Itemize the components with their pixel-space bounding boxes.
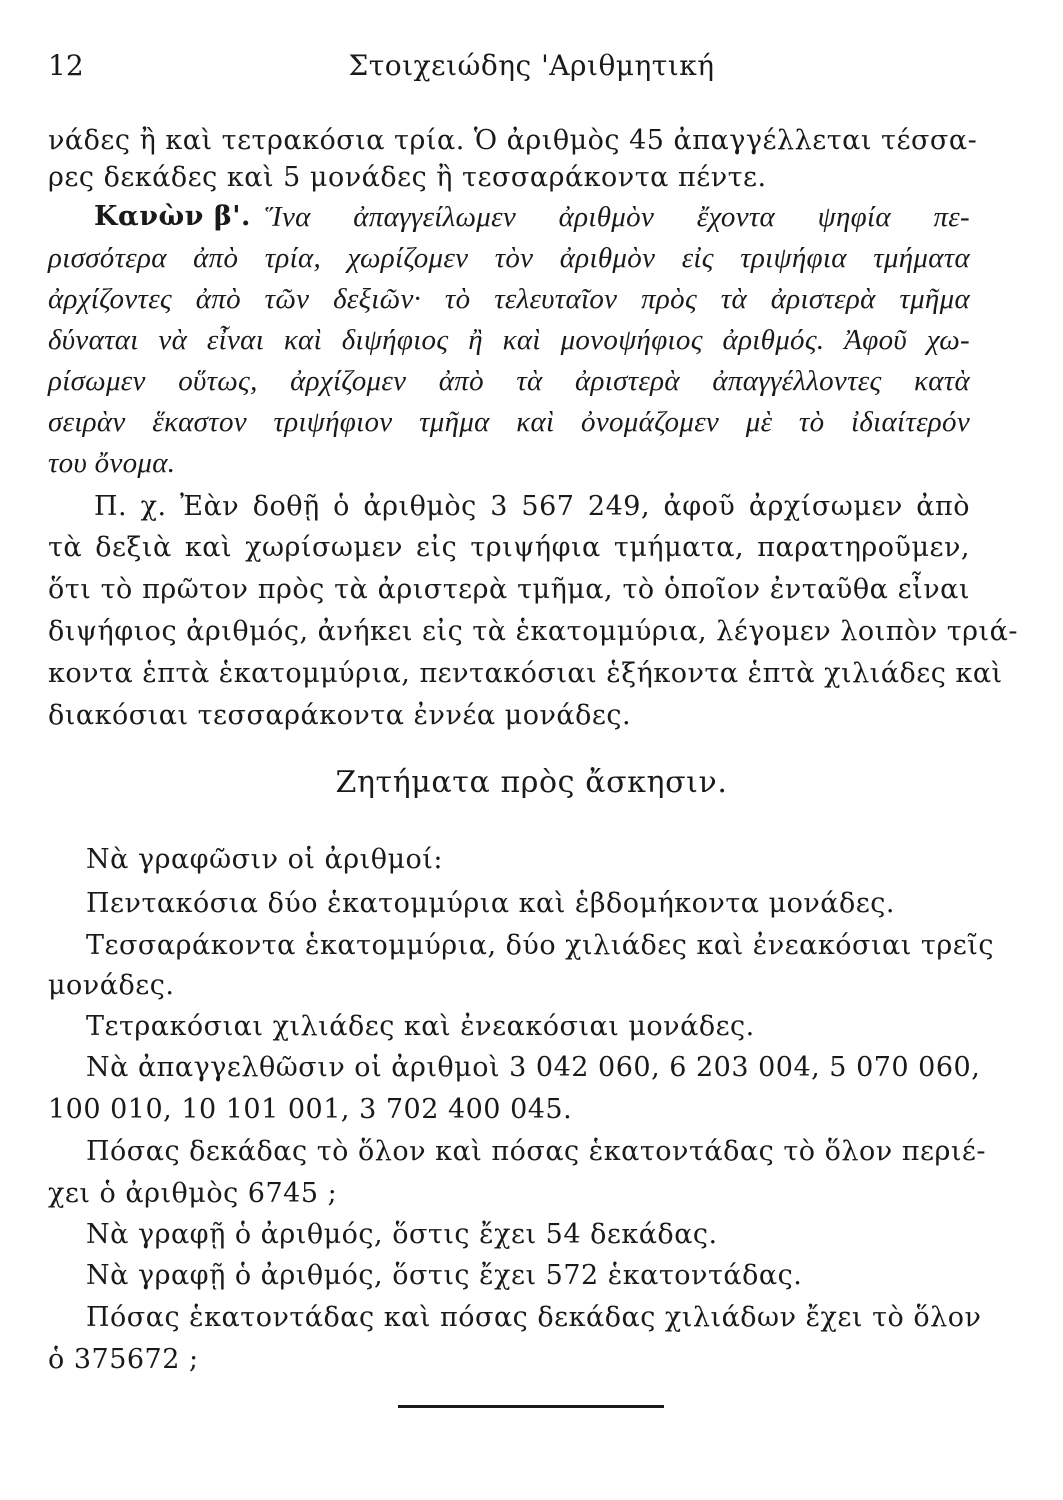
rule-line: δύναται νὰ εἶναι καὶ διψήφιος ἢ καὶ μονοψήφιος ἀριθμός. Ἀφοῦ χω-: [48, 324, 970, 356]
exercise-line: Νὰ γραφῶσιν οἱ ἀριθμοί:: [86, 844, 443, 875]
rule-label: Κανὼν β'.: [94, 201, 251, 232]
exercise-line: μονάδες.: [48, 970, 175, 1001]
section-heading: Ζητήματα πρὸς ἄσκησιν.: [335, 765, 728, 800]
exercise-line: Νὰ γραφῇ ὁ ἀριθμός, ὅστις ἔχει 572 ἑκατοντάδας.: [86, 1260, 803, 1291]
text-line: ρες δεκάδες καὶ 5 μονάδες ἢ τεσσαράκοντα πέντε.: [48, 162, 767, 193]
exercise-line: χει ὁ ἀριθμὸς 6745 ;: [48, 1178, 338, 1209]
exercise-line: ὁ 375672 ;: [48, 1344, 199, 1375]
exercise-line: Νὰ γραφῇ ὁ ἀριθμός, ὅστις ἔχει 54 δεκάδας.: [86, 1219, 718, 1250]
example-line: διακόσιαι τεσσαράκοντα ἐννέα μονάδες.: [48, 700, 632, 731]
example-line: ὅτι τὸ πρῶτον πρὸς τὰ ἀριστερὰ τμῆμα, τὸ ὁποῖον ἐνταῦθα εἶναι: [48, 574, 970, 605]
rule-line: του ὄνομα.: [48, 447, 176, 479]
rule-line: σειρὰν ἕκαστον τριψήφιον τμῆμα καὶ ὀνομάζομεν μὲ τὸ ἰδιαίτερόν: [48, 406, 970, 438]
exercise-line: 100 010, 10 101 001, 3 702 400 045.: [48, 1094, 573, 1125]
example-line: Π. χ. Ἐὰν δοθῇ ὁ ἀριθμὸς 3 567 249, ἀφοῦ ἀρχίσωμεν ἀπὸ: [94, 491, 970, 522]
running-title: Στοιχειώδης 'Αριθμητική: [348, 49, 715, 82]
example-line: τὰ δεξιὰ καὶ χωρίσωμεν εἰς τριψήφια τμήματα, παρατηροῦμεν,: [48, 532, 970, 563]
rule-line: ρίσωμεν οὕτως, ἀρχίζομεν ἀπὸ τὰ ἀριστερὰ ἀπαγγέλλοντες κατὰ: [48, 365, 970, 397]
rule-first-line: Ἵνα ἀπαγγείλωμεν ἀριθμὸν ἔχοντα ψηφία πε-: [264, 201, 970, 233]
rule-line: ρισσότερα ἀπὸ τρία, χωρίζομεν τὸν ἀριθμὸν εἰς τριψήφια τμήματα: [48, 242, 970, 274]
rule-heading-line: [94, 199, 970, 235]
closing-rule: [398, 1405, 664, 1408]
exercise-line: Πόσας ἑκατοντάδας καὶ πόσας δεκάδας χιλιάδων ἔχει τὸ ὅλον: [86, 1302, 982, 1333]
exercise-line: Τεσσαράκοντα ἑκατομμύρια, δύο χιλιάδες καὶ ἐνεακόσιαι τρεῖς: [86, 930, 994, 961]
example-line: κοντα ἑπτὰ ἑκατομμύρια, πεντακόσιαι ἑξήκοντα ἑπτὰ χιλιάδες καὶ: [48, 658, 1003, 689]
page-number: 12: [48, 49, 84, 82]
text-line: νάδες ἢ καὶ τετρακόσια τρία. Ὁ ἀριθμὸς 45 ἀπαγγέλλεται τέσσα-: [48, 125, 978, 156]
exercise-line: Τετρακόσιαι χιλιάδες καὶ ἐνεακόσιαι μονάδες.: [86, 1011, 755, 1042]
example-line: διψήφιος ἀριθμός, ἀνήκει εἰς τὰ ἑκατομμύρια, λέγομεν λοιπὸν τριά-: [48, 616, 1018, 647]
exercise-line: Νὰ ἀπαγγελθῶσιν οἱ ἀριθμοὶ 3 042 060, 6 203 004, 5 070 060,: [86, 1052, 981, 1083]
exercise-line: Πόσας δεκάδας τὸ ὅλον καὶ πόσας ἑκατοντάδας τὸ ὅλον περιέ-: [86, 1136, 987, 1167]
exercise-line: Πεντακόσια δύο ἑκατομμύρια καὶ ἑβδομήκοντα μονάδες.: [86, 888, 895, 919]
rule-line: ἀρχίζοντες ἀπὸ τῶν δεξιῶν· τὸ τελευταῖον πρὸς τὰ ἀριστερὰ τμῆμα: [48, 283, 970, 315]
